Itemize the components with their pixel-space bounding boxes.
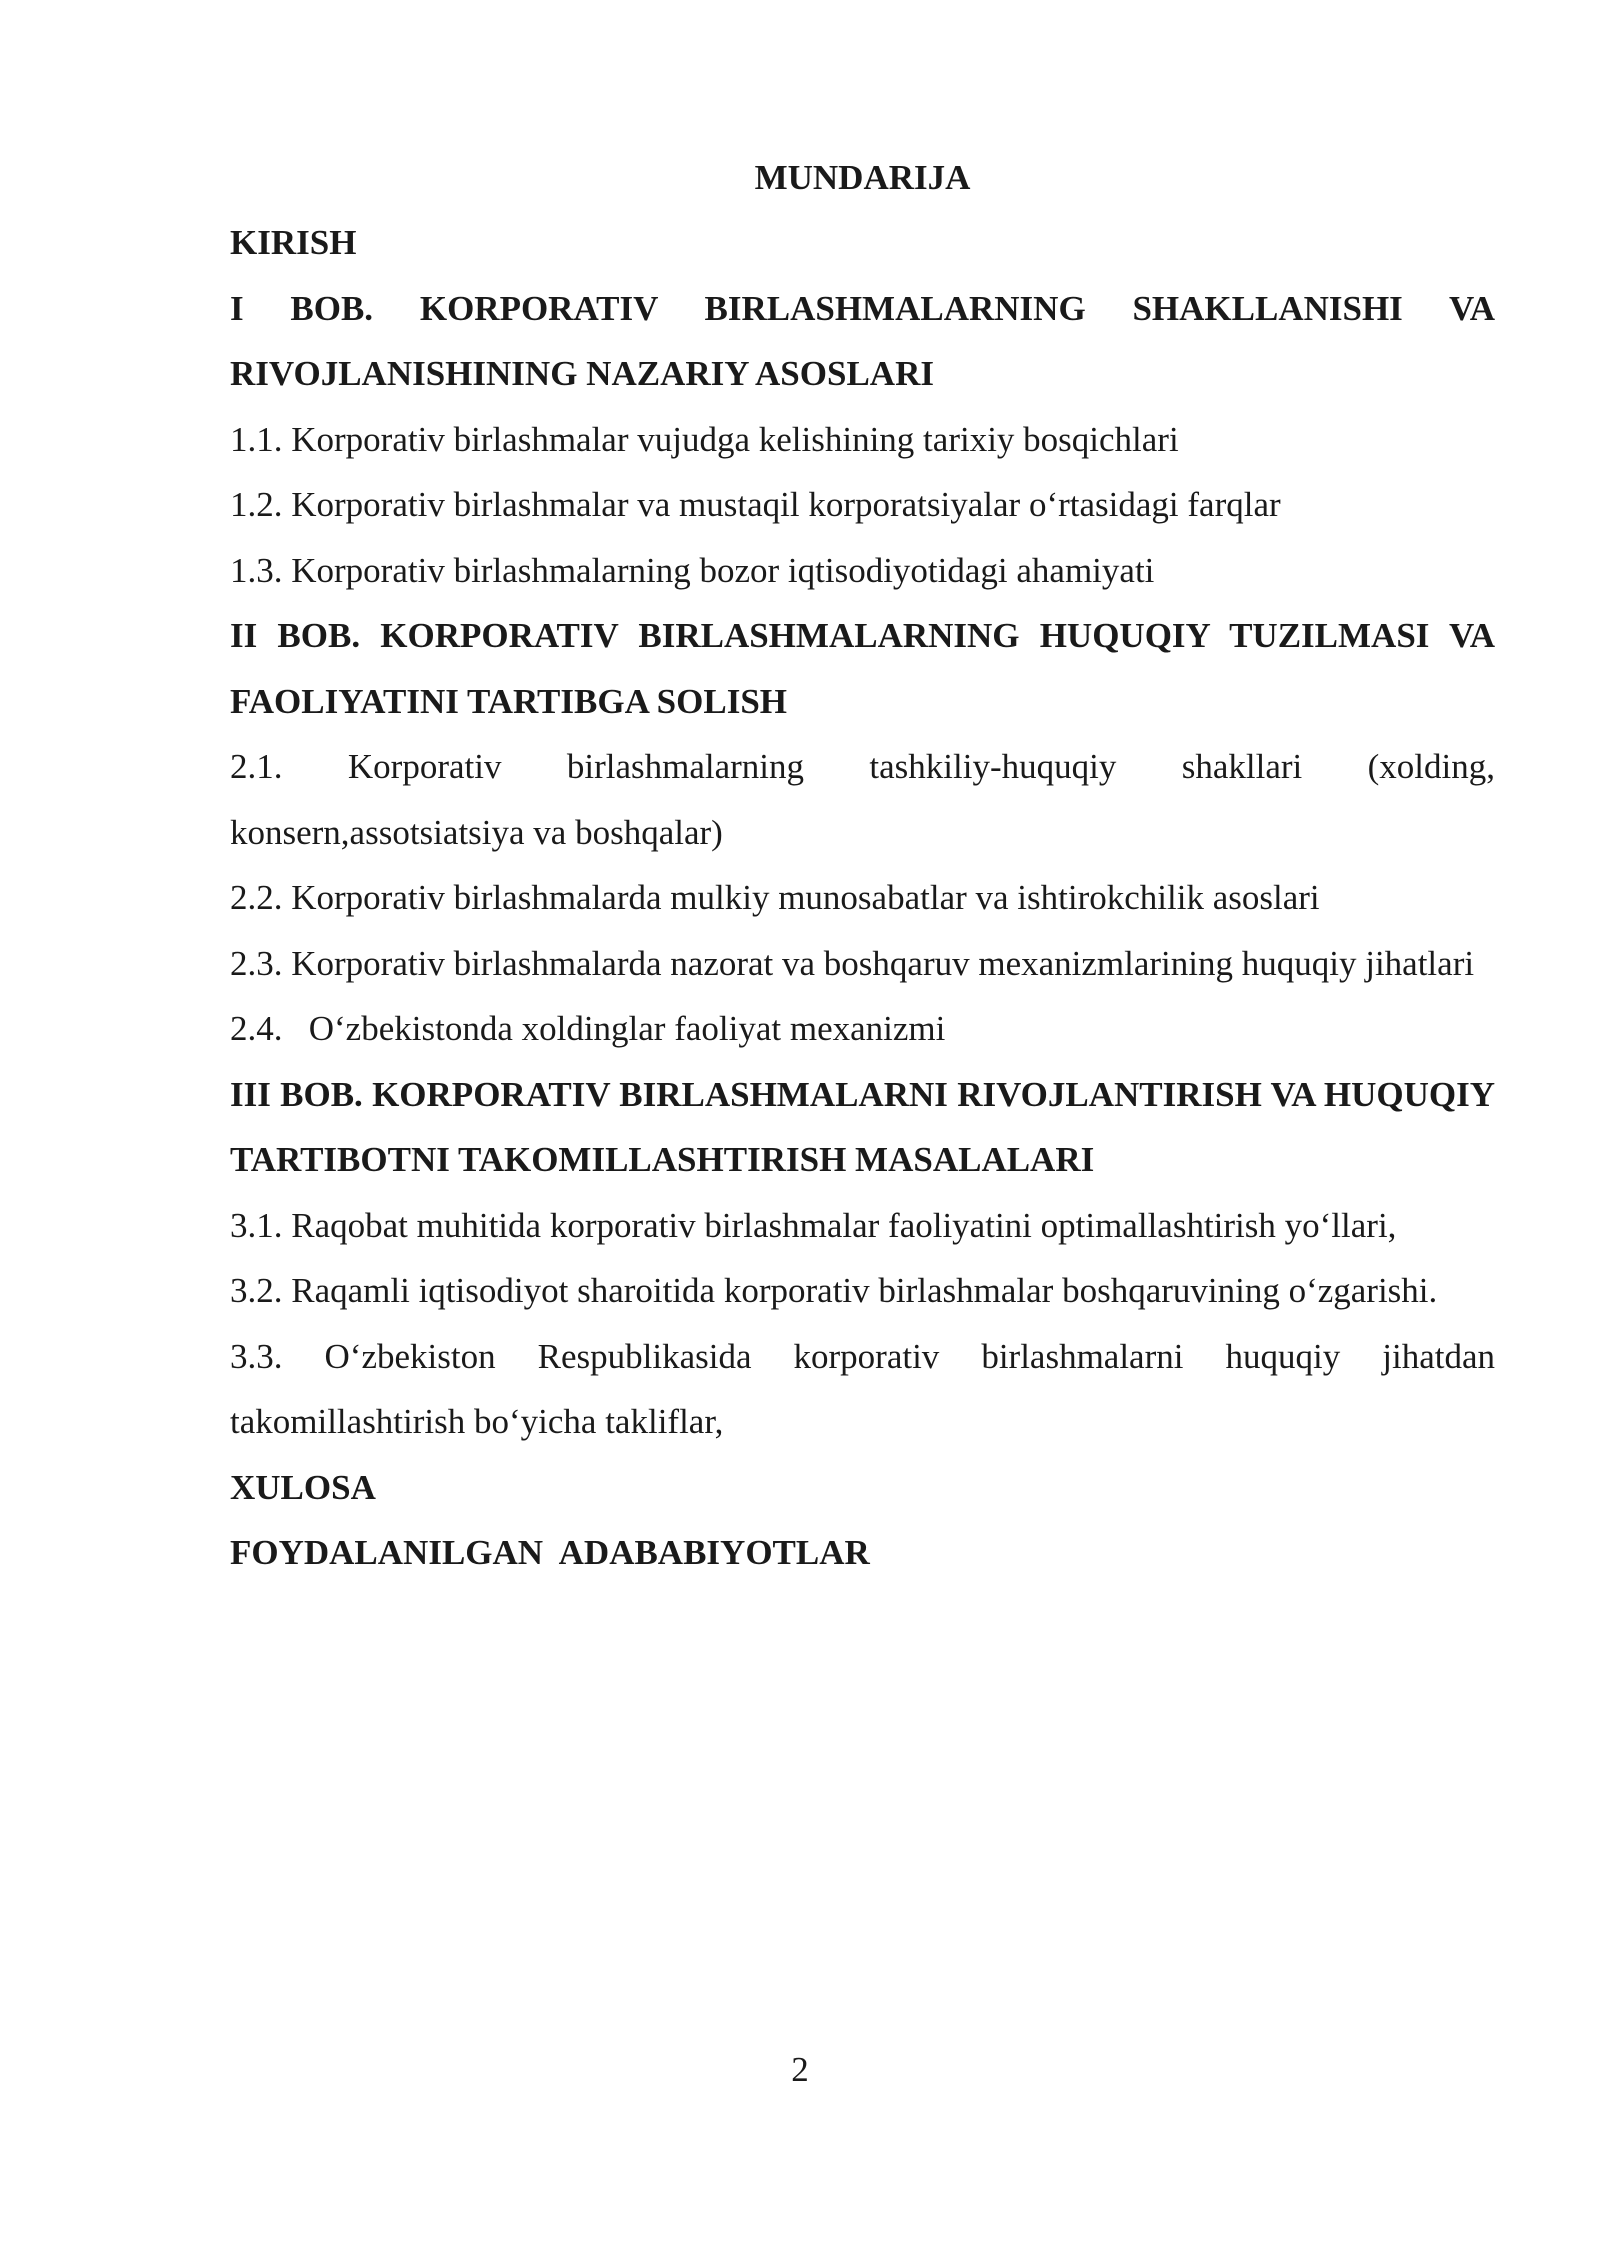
toc-entry-section-1-1: 1.1. Korporativ birlashmalar vujudga kelishining tarixiy bosqichlari — [230, 419, 1179, 459]
toc-entry-section-2-2: 2.2. Korporativ birlashmalarda mulkiy munosabatlar va ishtirokchilik asoslari — [230, 878, 1320, 917]
toc-entry-section-1-2: 1.2. Korporativ birlashmalar va mustaqil korporatsiyalar oʻrtasidagi farqlar — [230, 485, 1281, 524]
toc-entry-xulosa: XULOSA — [230, 1467, 376, 1507]
table-of-contents — [230, 145, 1495, 1586]
toc-entry-section-3-3: 3.3. Oʻzbekiston Respublikasida korporativ birlashmalarni huquqiy jihatdan takomillashtirish boʻyicha takliflar, — [230, 1336, 1495, 1441]
toc-entry-section-3-2: 3.2. Raqamli iqtisodiyot sharoitida korporativ birlashmalar boshqaruvining oʻzgarishi. — [230, 1271, 1438, 1310]
toc-title: MUNDARIJA — [754, 158, 971, 197]
toc-entry-chapter-2: II BOB. KORPORATIV BIRLASHMALARNING HUQUQIY TUZILMASI VA FAOLIYATINI TARTIBGA SOLISH — [230, 616, 1495, 721]
toc-entry-references: FOYDALANILGAN ADABABIYOTLAR — [230, 1533, 870, 1572]
toc-entry-chapter-3: III BOB. KORPORATIV BIRLASHMALARNI RIVOJLANTIRISH VA HUQUQIY TARTIBOTNI TAKOMILLASHTIRISH MASALALARI — [230, 1074, 1495, 1179]
toc-entry-section-2-3: 2.3. Korporativ birlashmalarda nazorat va boshqaruv mexanizmlarining huquqiy jihatlari — [230, 943, 1475, 983]
page-number: 2 — [791, 2050, 809, 2089]
toc-entry-section-2-4: 2.4. Oʻzbekistonda xoldinglar faoliyat mexanizmi — [230, 1009, 946, 1048]
toc-entry-section-2-1: 2.1. Korporativ birlashmalarning tashkiliy-huquqiy shakllari (xolding, konsern,assotsiatsiya va boshqalar) — [230, 747, 1495, 852]
toc-entry-chapter-1: I BOB. KORPORATIV BIRLASHMALARNING SHAKLLANISHI VA RIVOJLANISHINING NAZARIY ASOSLARI — [230, 288, 1495, 393]
toc-entry-kirish: KIRISH — [230, 223, 357, 262]
toc-entry-section-1-3: 1.3. Korporativ birlashmalarning bozor iqtisodiyotidagi ahamiyati — [230, 550, 1155, 590]
toc-entry-section-3-1: 3.1. Raqobat muhitida korporativ birlashmalar faoliyatini optimallashtirish yoʻllari, — [230, 1205, 1397, 1245]
